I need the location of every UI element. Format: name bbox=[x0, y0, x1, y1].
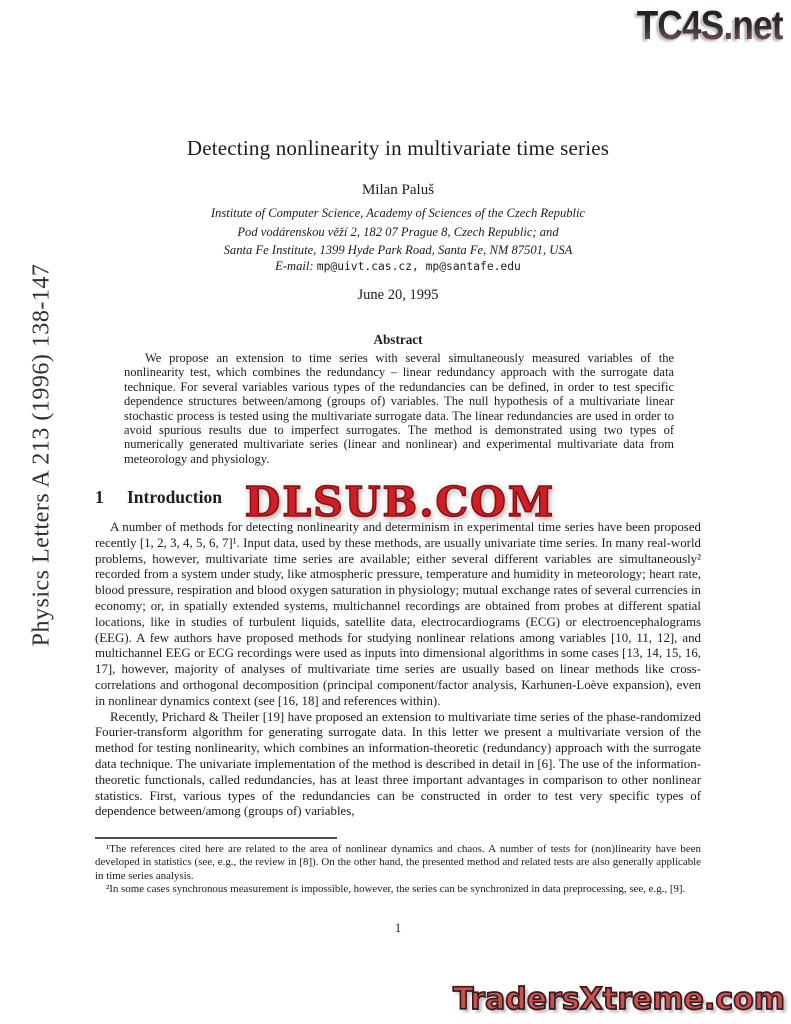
footnotes bbox=[95, 843, 701, 897]
watermark-dlsub: DLSUB.COM bbox=[244, 478, 556, 526]
affiliation-line: Institute of Computer Science, Academy of Sciences of the Czech Republic bbox=[210, 206, 586, 220]
watermark-tradersxtreme: TradersXtreme.com bbox=[453, 982, 785, 1017]
email-label: E-mail: bbox=[275, 259, 314, 273]
section-number: 1 bbox=[95, 487, 104, 507]
watermark-tc4s: TC4S.net bbox=[637, 2, 783, 48]
affiliation-line: Santa Fe Institute, 1399 Hyde Park Road, Santa Fe, NM 87501, USA bbox=[223, 243, 573, 258]
email-addresses: mp@uivt.cas.cz, mp@santafe.edu bbox=[316, 260, 521, 273]
paper-date: June 20, 1995 bbox=[357, 287, 439, 303]
body-paragraph: A number of methods for detecting nonlinearity and determinism in experimental time series have been proposed recently [1, 2, 3, 4, 5, 6, 7]¹. Input data, used by these methods, are usually univariate time series. In many real-world problems, however, multivariate time series are available; either several different variables are simultaneously² recorded from a system under study, like atmospheric pressure, temperature and humidity in meteorology; heart rate, blood pressure, respiration and blood oxygen saturation in physiology; mutual exchange rates of several currencies in economy; or, in spatially extended systems, multichannel recordings are obtained from probes at different spatial locations, like in studies of turbulent liquids, satellite data, electrocardiograms (ECG) or electroencephalograms (EEG). A few authors have proposed methods for studying nonlinear relations among variables [10, 11, 12], and multichannel EEG or ECG recordings were used as inputs into dimensional algorithms in some cases [13, 14, 15, 16, 17], however, majority of analyses of multivariate time series are usually based on linear methods like cross-correlations and orthogonal decomposition (principal component/factor analysis, Karhunen-Loève expansion), even in nonlinear dynamics context (see [16, 18] and references within). bbox=[95, 520, 701, 708]
author-name: Milan Paluš bbox=[361, 182, 435, 198]
footnote: ²In some cases synchronous measurement is impossible, however, the series can be synchronized in data preprocessing, see, e.g., [9]. bbox=[106, 883, 686, 896]
abstract-heading: Abstract bbox=[373, 332, 423, 347]
abstract-text: We propose an extension to time series with several simultaneously measured variables of the nonlinearity test, which combines the redundancy – linear redundancy approach with the surrogate data technique. For several variables various types of the redundancies can be defined, in order to test specific dependence structures between/among (groups of) variables. The null hypothesis of a multivariate linear stochastic process is tested using the multivariate surrogate data. The linear redundancies are used in order to avoid spurious results due to imperfect surrogates. The method is demonstrated using two types of numerically generated multivariate series (linear and nonlinear) and experimental multivariate data from meteorology and physiology. bbox=[124, 351, 674, 466]
email-line bbox=[95, 259, 701, 274]
footnote: ¹The references cited here are related to the area of nonlinear dynamics and chaos. A number of tests for (non)linearity have been developed in statistics (see, e.g., the review in [8]). On the other hand, the presented method and related tests are also generally applicable in time series analysis. bbox=[95, 843, 701, 882]
journal-spine-reference: Physics Letters A 213 (1996) 138-147 bbox=[28, 263, 55, 647]
footnote-divider bbox=[95, 837, 337, 839]
section-title: Introduction bbox=[127, 487, 222, 507]
body-paragraph: Recently, Prichard & Theiler [19] have proposed an extension to multivariate time series of the phase-randomized Fourier-transform algorithm for generating surrogate data. In this letter we present a multivariate version of the method for testing nonlinearity, which combines an information-theoretic (redundancy) approach with the surrogate data technique. The univariate implementation of the method is described in detail in [6]. The use of the information-theoretic functionals, called redundancies, has at least three important advantages in comparison to other nonlinear statistics. First, various types of the redundancies can be constructed in order to test very specific types of dependence between/among (groups of) variables, bbox=[95, 709, 701, 819]
page-number: 1 bbox=[394, 921, 402, 935]
paper-title: Detecting nonlinearity in multivariate time series bbox=[186, 136, 610, 160]
introduction-body bbox=[95, 520, 701, 820]
author-affiliations bbox=[95, 204, 701, 260]
affiliation-line: Pod vodárenskou věží 2, 182 07 Prague 8, Czech Republic; and bbox=[237, 224, 559, 239]
